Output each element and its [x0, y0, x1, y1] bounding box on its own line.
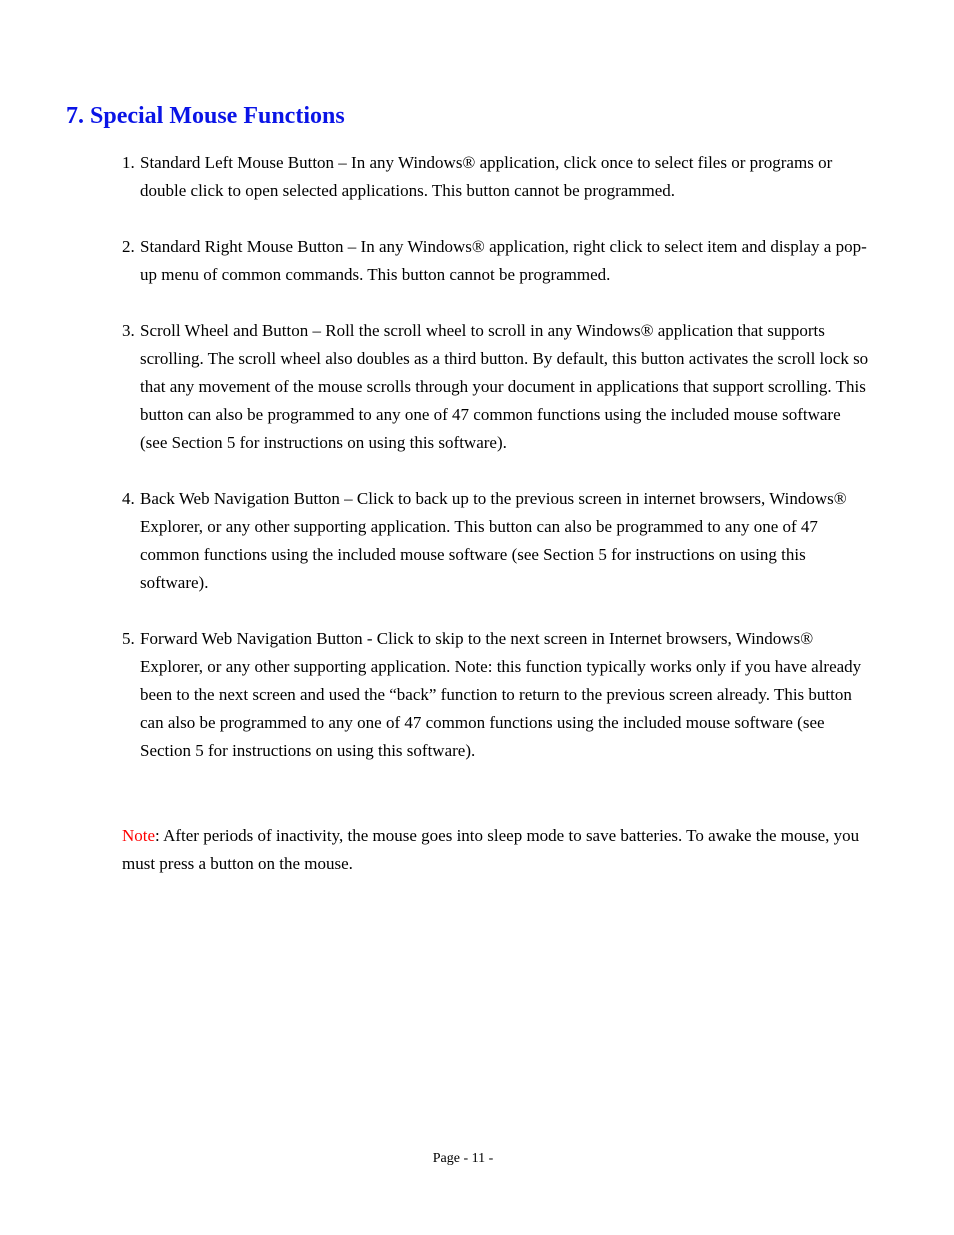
list-item-text: Back Web Navigation Button – Click to back up to the previous screen in internet browsers, Windows® Explorer, or any other supporting application. This button can also be programmed to any one of 47 common functions using the included mouse software (see Section 5 for instructions on using this software). [140, 489, 847, 592]
section-title: 7. Special Mouse Functions [66, 103, 345, 129]
list-item-number: 4. [122, 489, 135, 508]
list-item-text: Standard Right Mouse Button – In any Windows® application, right click to select item and display a pop-up menu of common commands. This button cannot be programmed. [140, 237, 867, 284]
list-item [122, 149, 872, 205]
list-item [122, 485, 872, 597]
list-item-number: 5. [122, 629, 135, 648]
note-text: : After periods of inactivity, the mouse goes into sleep mode to save batteries. To awake the mouse, you must press a button on the mouse. [122, 826, 860, 873]
note-paragraph [122, 822, 872, 878]
list-item [122, 233, 872, 289]
list-item-text: Scroll Wheel and Button – Roll the scroll wheel to scroll in any Windows® application that supports scrolling. The scroll wheel also doubles as a third button. By default, this button activates the scroll lock so that any movement of the mouse scrolls through your document in applications that support scrolling. This button can also be programmed to any one of 47 common functions using the included mouse software (see Section 5 for instructions on using this software). [140, 321, 869, 452]
list-item-text: Forward Web Navigation Button - Click to skip to the next screen in Internet browsers, Windows® Explorer, or any other supporting application. Note: this function typically works only if you have already been to the next screen and used the “back” function to return to the previous screen already. This button can also be programmed to any one of 47 common functions using the included mouse software (see Section 5 for instructions on using this software). [140, 629, 862, 760]
page-number: Page - 11 - [432, 1151, 494, 1166]
list-item-text: Standard Left Mouse Button – In any Windows® application, click once to select files or programs or double click to open selected applications. This button cannot be programmed. [140, 153, 833, 200]
list-item [122, 625, 872, 765]
note-label: Note [122, 826, 156, 845]
list-item [122, 317, 872, 457]
list-item-number: 2. [122, 237, 135, 256]
mouse-function-list [122, 149, 872, 793]
list-item-number: 3. [122, 321, 135, 340]
list-item-number: 1. [122, 153, 135, 172]
